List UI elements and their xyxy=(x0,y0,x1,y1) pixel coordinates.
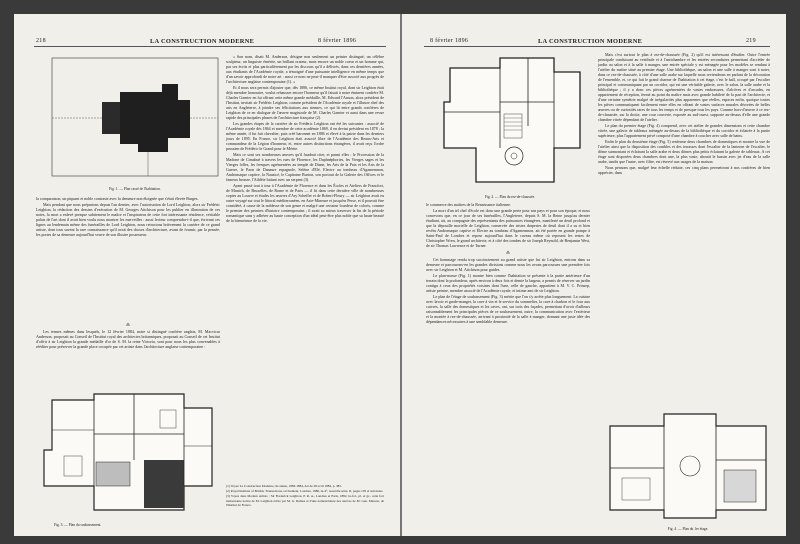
left-date: 8 février 1896 xyxy=(318,38,357,44)
right-date: 8 février 1896 xyxy=(430,38,469,44)
footnote: (1) Voyez La Construction Moderne, 9e année, 1883-1884, Art de 28 avril 1884, p. 385. xyxy=(226,484,342,488)
figure-1-caption: Fig. 1. — Plan cassé de l'habitation. xyxy=(109,187,161,191)
figure-4 xyxy=(606,406,770,530)
paragraph: Les grandes étapes de la carrière de sir Frédéric Leighton ont été les suivantes : associé de l'Académie royale dès 1864 et membre de cette académie 1869, il en devint président en 1878 ; la même année, il fut fait chevalier, puis créé baronnet en 1886 et élevé à la pairie dans les derniers jours de 1895. En France, sir Leighton était associé libre de l'Académie des Beaux-Arts et commandeur de la Légion d'honneur, et, entre autres distinctions étrangères, il avait reçu l'ordre prussien de Frédéric le Grand pour le Mérite. xyxy=(226,121,384,151)
figure-4-plan-drawing xyxy=(606,406,770,522)
figure-4-caption: Fig. 4. — Plan du 1er étage. xyxy=(667,527,709,531)
right-page xyxy=(402,14,786,536)
magazine-spread xyxy=(14,14,786,536)
paragraph: Ayant passé tout à tour à l'Académie de Florence et dans les Écoles et Ateliers de Francfort, de Munich, de Bruxelles, de Rome et de Paris — il fit dans cette dernière ville de nombreuses copies au Louvre et études les œuvres d'Ary Scheffer et de Robert-Fleury — sir Leighton avait eu outre voyagé sur tout le littoral méditerranéen, en Asie-Mineure et jusqu'en Perse, et il pouvait être considéré, à cause de la noblesse de son genre et malgré une certaine lourdeur de coloris, comme le premier des peintres d'histoire contemporains ; il avait su mieux traverser la fin de la période romantique sans y adhérer au haute conception d'un idéal peut-être plus noble que sa haute beauté de la bienséance de la vie. xyxy=(226,183,384,223)
paragraph: Le plan-masse (Fig. 1) montre bien comme l'habitation se présente à la partie antérieure d'un terrain dont la profondeur, après environ à deux fois et demie la largeur, a permis de réserver un jardin contigu à ceux des propriétés voisines dont l'une, celle de gauche, appartient à M. V. C. Prinsep, artiste peintre, membre associé de l'Académie royale, et intime ami de sir Leighton. xyxy=(426,273,590,293)
right-column-1 xyxy=(426,202,590,325)
paragraph: la comparaison, un piquant et noble contraste avec la demeure non éloignée que s'était élevée Burges. xyxy=(36,196,199,201)
right-journal-title: LA CONSTRUCTION MODERNE xyxy=(538,38,643,45)
left-journal-title: LA CONSTRUCTION MODERNE xyxy=(150,38,255,45)
figure-2-caption: Fig. 2. — Plan du rez-de-chaussée. xyxy=(484,195,536,199)
paragraph: Le plan de l'étage de soubassement (Fig. 3) mérite que l'on s'y arrête plus longuement. La cuisine avec lavoir et garde-manger, la cave à vin et le service du sommelier, la cave à charbon et le four aux cuivres, la salle des domestiques et les caves, ont, sur trois des façades, permettant d'avoir d'ailleurs raisonnablement les principales pièces de ce soubassement, outre, la communication avec l'extérieur et la montée à rez-de-chaussée, arrivant à proximité de la salle à manger, donnant une juste idée des dépendances nécessaires à une semblable demeure. xyxy=(426,294,590,324)
figure-3-caption: Fig. 3. — Plan du soubassement. xyxy=(54,523,102,527)
footnote: (3) Voyez dans Modern Artists : Sir Frederick Leighton, P. R. A., Londres et Paris, 1882, in-fol., pl. et gr., cette fort intéressante notice de M. Leighton écrite par M. G. Rumes et d'une nomenclature des œuvres de M. Gen. Masson, de l'Institut de France. xyxy=(226,494,384,507)
paragraph: Enfin le plan du deuxième étage (Fig. 5) renferme deux chambres de domestiques et montre la vue de l'atelier ainsi que la disposition des combles et des terrasses dont l'escalier de la lanterne de l'escalier, le dôme surmontant et éclairant la salle arabe et deux dômes plus petits éclairant la galerie de tableaux. A cet étage sont disposées deux chambres dont une, la plus vaste, aboutit le bassin avec jet d'eau de la salle arabe, tandis que l'autre, avec filtre, est réservé aux usages de la maison. xyxy=(598,139,770,164)
section-ornament: ⁂ xyxy=(506,250,510,255)
paragraph: Mais c'est surtout le plan à rez-de-chaussée (Fig. 2) qu'il est intéressant d'étudier. Outre l'entrée principale conduisant au vestibule et à l'antichambre et les entrées secondaires permettant d'accéder de jardin au salon et à la salle à manger, une entrée spéciale y est ménagée pour les modèles se rendant à l'atelier du maître situé au premier étage. Une bibliothèque, un salon et une salle à manger sont à noter, dans ce rez-de-chaussée, à côté d'une salle arabe sur laquelle nous reviendrons en parlant de la décoration de l'ensemble, et, ce qui fait le grand charme de l'habitation à cet étage, c'est le hall, occupé par l'escalier principal et communiquant par un corridor, qui est une véritable galerie, avec le salon, la salle arabe et la bibliothèque ; il y a donc ces pièces agrémentées de vastes embrasures, d'alcôves et d'arcades, en appartement de réception, fermé au point du maître mais avec grande habileté de la part de l'architecte, et d'une certaine symétrie malgré de irrégularités plus apparentes que réelles, espaces enfin, quoique toutes les pièces communiquent facilement entre elles en offrant de vastes surfaces murales décorées de belles œuvres ou de curiosités rares de tous les temps et de presque tous les pays. Comme hors-d'œuvre à ce rez-de-chaussée, sur la droite, une cour couverte, exposée au sud-ouest, supporte au-dessus d'elle une grande chambre vitrée dépendant de l'atelier. xyxy=(598,52,770,122)
figure-1-plan-drawing xyxy=(50,54,220,182)
left-column-1-bottom xyxy=(36,320,220,350)
figure-2-plan-drawing xyxy=(430,52,590,190)
left-column-2 xyxy=(226,54,384,224)
paragraph: Les termes mêmes dans lesquels, le 12 février 1884, notre si distingué confrère anglais, M. Macvicar Anderson, proposait au Conseil de l'Institut royal des architectes britanniques, proposait au Conseil de cet Institut d'offrir à sir Leighton la grande médaille d'or de S. M. la reine Victoria, sont pour nous les plus convenables à rééditer pour préserver la grande place occupée par cet artiste dans l'architecture anglaise contemporaine : xyxy=(36,329,220,349)
paragraph: La mort d'un tel chef d'école est donc une grande perte pour son pays et pour son époque, et nous concevons que, en ce jour de ses funérailles, l'Angleterre, depuis S. M. la Reine jusqu'au dernier étudiant, ait, au compagnie des représentants des puissances étrangères, manifesté un deuil profond et que la dépouille mortelle de Leighton, conservée des tristes draperies de deuil dont il a su et bien revêtu Andromaque captive et Électre au tombeau d'Agamemnon, ait été portée en grande pompe à Saint-Paul de Londres et repose aujourd'hui dans le caveau même où reposent les restes de Christopher Wren, le grand architecte, et à côté des tombes de sir Joseph Reynold, de Benjamin West, de sir Thomas Lawrence et de Turner. xyxy=(426,208,590,248)
paragraph: le commerce des maîtres de la Renaissance italienne. xyxy=(426,202,511,207)
paragraph: Le plan du premier étage (Fig. 4) comprend, avec cet atelier de grandes dimensions et cette chambre vitrée, une galerie de tableaux ménagée au-dessus de la bibliothèque et du corridor et éclairée à la partie supérieure, plus l'appartement privé composé d'une chambre à coucher avec salle de bains. xyxy=(598,123,770,138)
paragraph: « Son nom, disait M. Anderson, désigne non seulement un peintre distingué, un célèbre sculpteur, un linguiste émérite, un brillant orateur, mais encore un noble coeur et un homme qui, par ses écrits et plus particulièrement par les discours qu'il a délivrés, dans ces dernières années, aux étudiants de l'Académie royale, a témoigné d'une puissante intelligence en même temps que d'un savoir approfondi de notre art : aussi ce nom ne peut-il manquer d'être associé aux progrès de l'architecture anglaise contemporaine (1). » xyxy=(226,54,384,84)
figure-1 xyxy=(50,54,220,190)
right-header-rule xyxy=(424,46,770,47)
figure-2 xyxy=(430,52,590,198)
right-column-2 xyxy=(598,52,770,176)
left-footnotes xyxy=(226,484,384,508)
paragraph: Nous pensons que, malgré leur échelle réduite, ces cinq plans permettront à nos confrères de bien apprécier, dans xyxy=(598,165,770,175)
left-column-1-top xyxy=(36,196,220,238)
paragraph: Et il nous sera permis d'ajouter que, dès 1886, ce même Institut royal, dont sir Leighton était déjà membre honoraire, voulut rehausser encore l'honneur qu'il faisait à notre éminent confrère M. Charles Garnier en lui offrant cette même grande médaille, M. Edward l'Anson, alors président de l'Institut, invitait sir Frédéric Leighton, comme président de l'Académie royale et l'illustre chef des arts en Angleterre, à joindre ses félicitations aux siennes, ce qui lit entre grands confrères de Leighton de ce en dialogue de l'œuvre magistrale de M. Charles Garnier et aussi dans une revue rapide des principales phases de l'architecture française (2). xyxy=(226,85,384,120)
left-page xyxy=(14,14,400,536)
paragraph: Mais ce sont ses nombreuses œuvres qu'il faudrait citer, et parmi elles : le Procession de la Madone de Cimabué à travers les rues de Florence, les Daphnéphories, les Vierges sages et les Vierges folles, les fresques agrémentées au temple de Diane, les Arts de la Paix et les Arts de la Guerre, le Paon de Danaure espagnole, Selène d'Elé, Electre au tombeau d'Agamemnon, Andromaque captive, la Nausicé, le Capitaine Burton, son portrait de la Galerie des Offices et le fameux bronze, l'Athlète luttant avec un serpent (3). xyxy=(226,152,384,182)
paragraph: Mais pendant que nous préparions depuis l'an dernier, avec l'autorisation de Lord Leighton, alors sir Frédéric Leighton, la rédaction des dessins d'exécution de M. Georges Aitchison pour les publier en illustration de ces notes, la mort a enlevé presque subitement le maître et l'inspirateur de cette fort intéressante résidence, véritable palais de l'art dont il avait bien voulu nous montrer les merveilles : aussi lecteur comprendra-t-il que, écrivant ces lignes au lendemain même des funérailles de Lord Leighton, nous retracions brièvement la carrière de ce grand artiste, dont tous savent la rare connaissance qu'il avait des choses d'architecture, avant de fournir, par la pensée, les portes de sa demeure aujourd'hui veuve de son illustre possesseur. xyxy=(36,202,220,237)
footnote: (2) Royal Institute of British, Transactions, revivement, Londres, 1886, in-4°, nouvelle série, II, pages 105 et suivantes. xyxy=(226,489,384,494)
left-header-rule xyxy=(34,46,386,47)
figure-3 xyxy=(34,390,234,526)
right-page-number: 219 xyxy=(746,38,756,44)
left-page-number: 218 xyxy=(36,38,46,44)
section-ornament: ⁂ xyxy=(126,322,130,327)
figure-3-plan-drawing xyxy=(34,390,234,518)
paragraph: Cet hommage rendu trop succinctement au grand artiste que fut sir Leighton, entrons dans sa demeure et parcourons-en les grandes divisions comme nous les avons parcourues une première fois avec sir Leighton et M. Aitchison pour guides. xyxy=(426,257,590,272)
